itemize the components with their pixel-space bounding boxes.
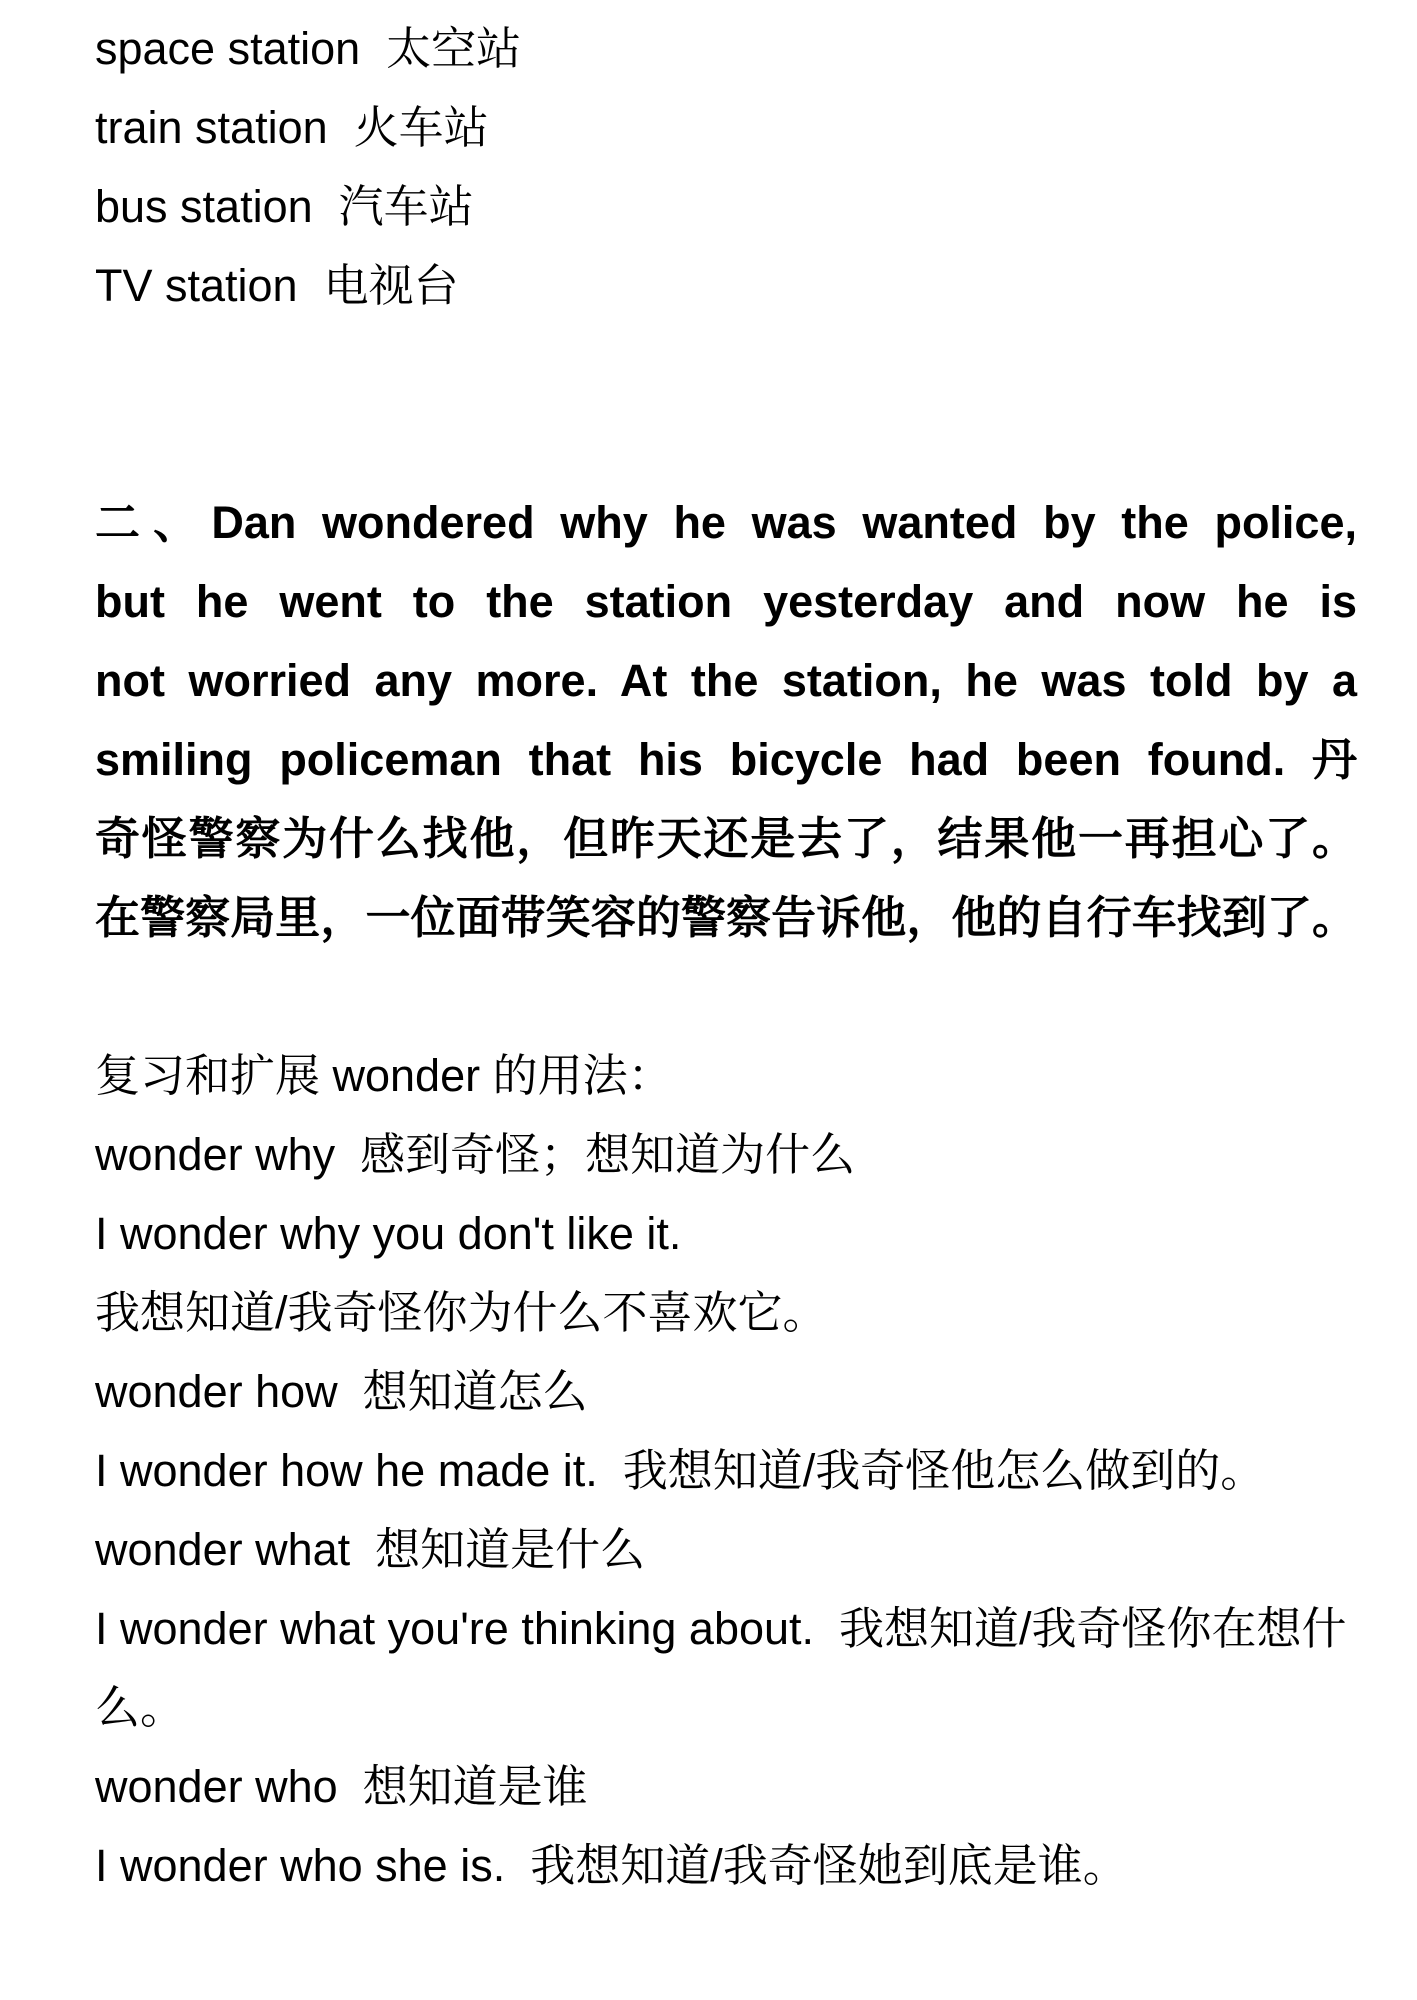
section-two-line: but he went to the station yesterday and now he is (95, 576, 1357, 627)
wonder-note-line: wonder how 想知道怎么 (95, 1366, 588, 1417)
wonder-note-line: 我想知道/我奇怪你为什么不喜欢它。 (95, 1287, 828, 1338)
section-two-paragraph (95, 483, 1357, 957)
wonder-note-line: wonder why 感到奇怪；想知道为什么 (95, 1129, 856, 1180)
wonder-usage-notes (95, 1036, 1357, 1905)
wonder-note-line: wonder what 想知道是什么 (95, 1524, 646, 1575)
wonder-note-line: wonder who 想知道是谁 (95, 1761, 588, 1812)
wonder-notes-heading: 复习和扩展 wonder 的用法： (95, 1050, 673, 1101)
vocab-english: space station (95, 23, 361, 74)
wonder-note-line: I wonder who she is. 我想知道/我奇怪她到底是谁。 (95, 1840, 1128, 1891)
vocab-item-bus-station (95, 167, 1357, 246)
vocab-chinese: 电视台 (323, 260, 459, 311)
vocab-english: TV station (95, 260, 298, 311)
wonder-note-line: I wonder why you don't like it. (95, 1208, 682, 1259)
section-two-line-chinese: 奇怪警察为什么找他，但昨天还是去了，结果他一再担心了。 (95, 813, 1357, 864)
vocab-list (95, 9, 1357, 325)
vocab-chinese: 火车站 (353, 102, 489, 153)
vocab-item-tv-station (95, 246, 1357, 325)
section-two-line-chinese: 在警察局里，一位面带笑容的警察告诉他，他的自行车找到了。 (95, 892, 1357, 943)
wonder-note-line: I wonder what you're thinking about. 我想知道/我奇怪你在想什么。 (95, 1603, 1347, 1733)
vocab-item-space-station (95, 9, 1357, 88)
vocab-english: bus station (95, 181, 313, 232)
wonder-note-line: I wonder how he made it. 我想知道/我奇怪他怎么做到的。 (95, 1445, 1266, 1496)
section-two-line: 二、Dan wondered why he was wanted by the police, (95, 497, 1357, 548)
vocab-item-train-station (95, 88, 1357, 167)
vocab-english: train station (95, 102, 328, 153)
vocab-chinese: 太空站 (386, 23, 522, 74)
section-two-line: not worried any more. At the station, he was told by a (95, 655, 1357, 706)
vocab-chinese: 汽车站 (338, 181, 474, 232)
section-two-line: smiling policeman that his bicycle had been found. 丹 (95, 734, 1357, 785)
